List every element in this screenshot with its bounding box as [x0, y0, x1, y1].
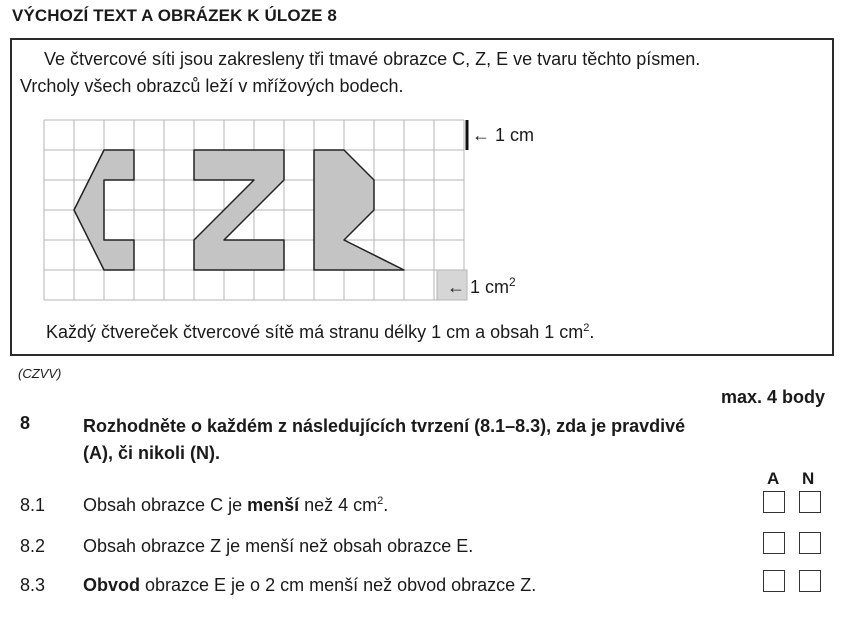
checkbox-8-3-a[interactable] — [763, 570, 785, 592]
checkbox-8-3-n[interactable] — [799, 570, 821, 592]
section-heading: VÝCHOZÍ TEXT A OBRÁZEK K ÚLOZE 8 — [12, 6, 337, 25]
item-text-8-2: Obsah obrazce Z je menší než obsah obrazce E. — [83, 536, 474, 556]
grid-note — [46, 322, 594, 343]
grid-note-text: Každý čtvereček čtvercové sítě má stranu délky 1 cm a obsah 1 cm — [46, 322, 584, 342]
item-8-3-bold: Obvod — [83, 575, 140, 595]
item-number-8-2: 8.2 — [20, 536, 46, 556]
grid-note-end: . — [589, 322, 595, 342]
question-number: 8 — [20, 413, 31, 433]
checkbox-8-1-a[interactable] — [763, 491, 785, 513]
checkbox-8-2-n[interactable] — [799, 532, 821, 554]
unit-length-label: ← 1 cm — [472, 125, 535, 145]
question-text: Rozhodněte o každém z následujících tvrzení (8.1–8.3), zda je pravdivé (A), či nikoli (N). — [83, 416, 686, 463]
column-header-a: A — [767, 469, 780, 488]
grid-note-sup: 2 — [583, 322, 590, 334]
column-header-n: N — [802, 469, 815, 488]
item-8-1-end: . — [383, 495, 389, 515]
item-number-8-3: 8.3 — [20, 575, 46, 595]
intro-line-2: Vrcholy všech obrazců leží v mřížových bodech. — [20, 76, 404, 96]
checkbox-8-1-n[interactable] — [799, 491, 821, 513]
item-8-1-sup: 2 — [377, 495, 384, 507]
source-label: (CZVV) — [18, 366, 62, 381]
item-text-8-1 — [83, 495, 388, 516]
unit-area-label: ← 1 $cm^2$ — [447, 275, 516, 297]
item-text-8-3 — [83, 575, 536, 596]
item-8-1-post: než 4 cm — [299, 495, 378, 515]
item-8-1-pre: Obsah obrazce C je — [83, 495, 248, 515]
item-8-1-bold: menší — [247, 495, 300, 515]
item-8-3-post: obrazce E je o 2 cm menší než obvod obrazce Z. — [140, 575, 537, 595]
intro-line-1: Ve čtvercové síti jsou zakresleny tři tmavé obrazce C, Z, E ve tvaru těchto písmen. — [44, 49, 701, 69]
item-number-8-1: 8.1 — [20, 495, 46, 515]
max-points: max. 4 body — [720, 387, 825, 407]
checkbox-8-2-a[interactable] — [763, 532, 785, 554]
